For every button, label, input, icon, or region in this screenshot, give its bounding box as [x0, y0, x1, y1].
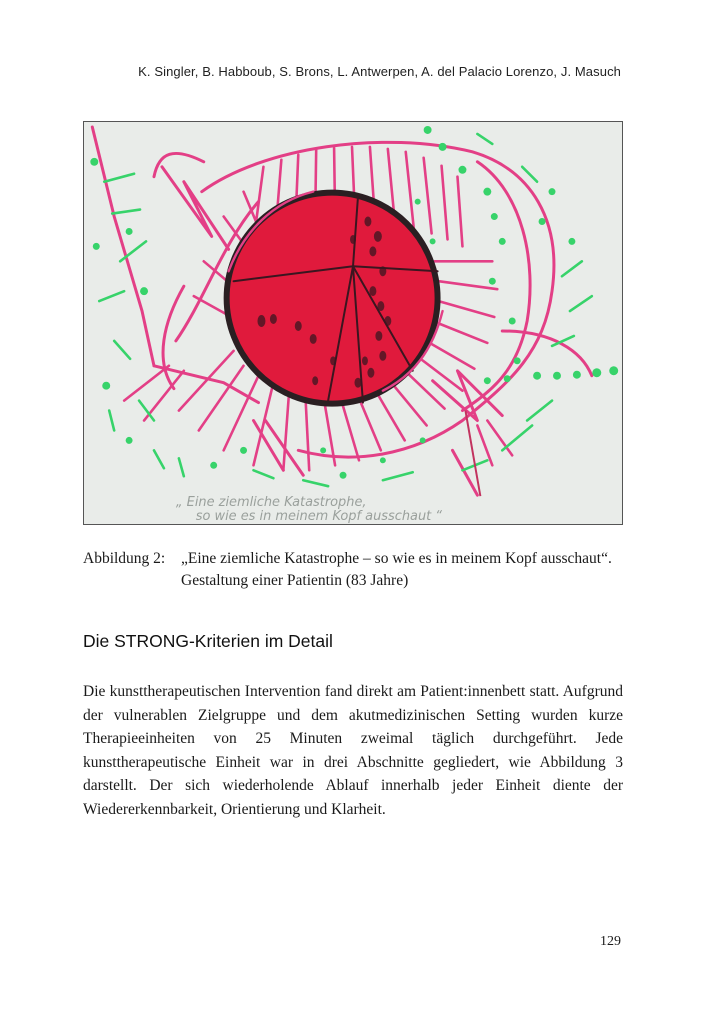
figure-caption: [83, 548, 623, 592]
caption-text: „Eine ziemliche Katastrophe – so wie es in meinem Kopf ausschaut“. Gestaltung einer Patientin (83 Jahre): [181, 550, 612, 589]
figure-patient-drawing: [83, 121, 623, 525]
handwriting-line-2: so wie es in meinem Kopf ausschaut “: [195, 509, 443, 524]
drawing-image: [84, 122, 622, 524]
caption-label: Abbildung 2:: [83, 550, 166, 567]
section-heading: Die STRONG-Kriterien im Detail: [83, 631, 333, 651]
page-number: 129: [600, 934, 621, 949]
running-header-authors: K. Singler, B. Habboub, S. Brons, L. Antwerpen, A. del Palacio Lorenzo, J. Masuch: [138, 64, 621, 79]
body-paragraph: Die kunsttherapeutischen Intervention fand direkt am Patient:innenbett statt. Aufgrund der vulnerablen Zielgruppe und dem akutmedizinischen Setting wurden kurze Therapieeinheiten von 25 Minuten zweimal täglich durchgeführt. Jede kunsttherapeutische Einheit war in drei Abschnitte gegliedert, wie Abbildung 3 darstellt. Der sich wiederholende Ablauf innerhalb jeder Einheit diente der Wiedererkennbarkeit, Orientierung und Klarheit.: [83, 683, 623, 818]
handwriting-line-1: „ Eine ziemliche Katastrophe,: [175, 495, 367, 511]
